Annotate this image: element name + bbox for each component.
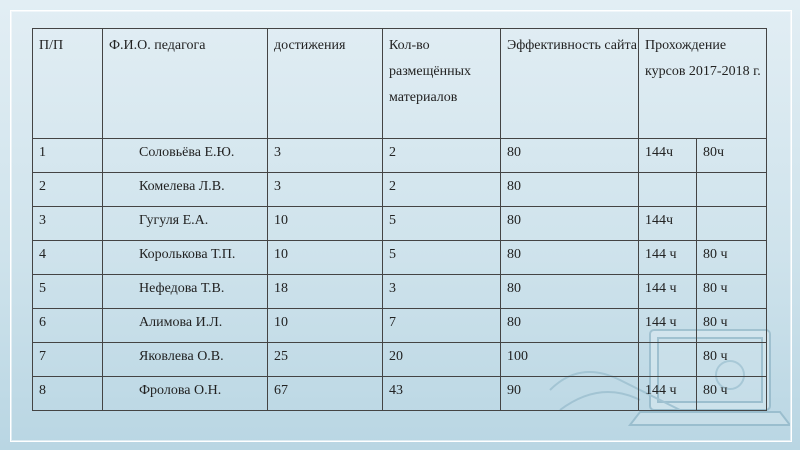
table-row xyxy=(33,377,767,411)
cell-achievements: 3 xyxy=(268,173,383,207)
cell-course-144: 144ч xyxy=(639,207,697,241)
cell-course-144 xyxy=(639,173,697,207)
cell-num: 8 xyxy=(33,377,103,411)
cell-num: 5 xyxy=(33,275,103,309)
header-row xyxy=(33,29,767,139)
header-courses: Прохождение курсов 2017-2018 г. xyxy=(639,29,767,139)
cell-course-144: 144ч xyxy=(639,139,697,173)
cell-num: 2 xyxy=(33,173,103,207)
cell-course-144: 144 ч xyxy=(639,377,697,411)
cell-course-80: 80 ч xyxy=(697,275,767,309)
cell-efficiency: 80 xyxy=(501,309,639,343)
cell-achievements: 10 xyxy=(268,309,383,343)
cell-efficiency: 100 xyxy=(501,343,639,377)
cell-materials: 3 xyxy=(383,275,501,309)
header-materials: Кол-во размещённых материалов xyxy=(383,29,501,139)
table-row xyxy=(33,241,767,275)
header-name: Ф.И.О. педагога xyxy=(103,29,268,139)
cell-efficiency: 80 xyxy=(501,207,639,241)
cell-materials: 7 xyxy=(383,309,501,343)
cell-name: Королькова Т.П. xyxy=(103,241,268,275)
cell-materials: 2 xyxy=(383,139,501,173)
cell-name: Фролова О.Н. xyxy=(103,377,268,411)
cell-num: 3 xyxy=(33,207,103,241)
cell-num: 6 xyxy=(33,309,103,343)
table-row xyxy=(33,343,767,377)
cell-course-80 xyxy=(697,173,767,207)
cell-achievements: 10 xyxy=(268,241,383,275)
cell-name: Нефедова Т.В. xyxy=(103,275,268,309)
cell-course-80: 80 ч xyxy=(697,377,767,411)
cell-materials: 20 xyxy=(383,343,501,377)
cell-num: 1 xyxy=(33,139,103,173)
table-row xyxy=(33,173,767,207)
cell-course-80: 80 ч xyxy=(697,343,767,377)
cell-achievements: 25 xyxy=(268,343,383,377)
cell-efficiency: 90 xyxy=(501,377,639,411)
table-row xyxy=(33,207,767,241)
cell-materials: 2 xyxy=(383,173,501,207)
cell-course-144: 144 ч xyxy=(639,309,697,343)
cell-num: 4 xyxy=(33,241,103,275)
table-row xyxy=(33,275,767,309)
cell-course-80: 80 ч xyxy=(697,241,767,275)
header-efficiency: Эффективность сайта xyxy=(501,29,639,139)
cell-course-80: 80ч xyxy=(697,139,767,173)
cell-achievements: 67 xyxy=(268,377,383,411)
cell-name: Яковлева О.В. xyxy=(103,343,268,377)
cell-achievements: 10 xyxy=(268,207,383,241)
table-row xyxy=(33,139,767,173)
cell-efficiency: 80 xyxy=(501,241,639,275)
cell-efficiency: 80 xyxy=(501,275,639,309)
cell-name: Гугуля Е.А. xyxy=(103,207,268,241)
cell-course-80: 80 ч xyxy=(697,309,767,343)
cell-name: Алимова И.Л. xyxy=(103,309,268,343)
cell-course-144: 144 ч xyxy=(639,241,697,275)
header-num: П/П xyxy=(33,29,103,139)
cell-name: Соловьёва Е.Ю. xyxy=(103,139,268,173)
cell-course-144: 144 ч xyxy=(639,275,697,309)
cell-achievements: 3 xyxy=(268,139,383,173)
cell-course-144 xyxy=(639,343,697,377)
cell-materials: 5 xyxy=(383,241,501,275)
cell-materials: 43 xyxy=(383,377,501,411)
cell-course-80 xyxy=(697,207,767,241)
header-achievements: достижения xyxy=(268,29,383,139)
cell-efficiency: 80 xyxy=(501,139,639,173)
teachers-table xyxy=(32,28,767,411)
table-row xyxy=(33,309,767,343)
cell-name: Комелева Л.В. xyxy=(103,173,268,207)
cell-efficiency: 80 xyxy=(501,173,639,207)
cell-materials: 5 xyxy=(383,207,501,241)
cell-achievements: 18 xyxy=(268,275,383,309)
cell-num: 7 xyxy=(33,343,103,377)
